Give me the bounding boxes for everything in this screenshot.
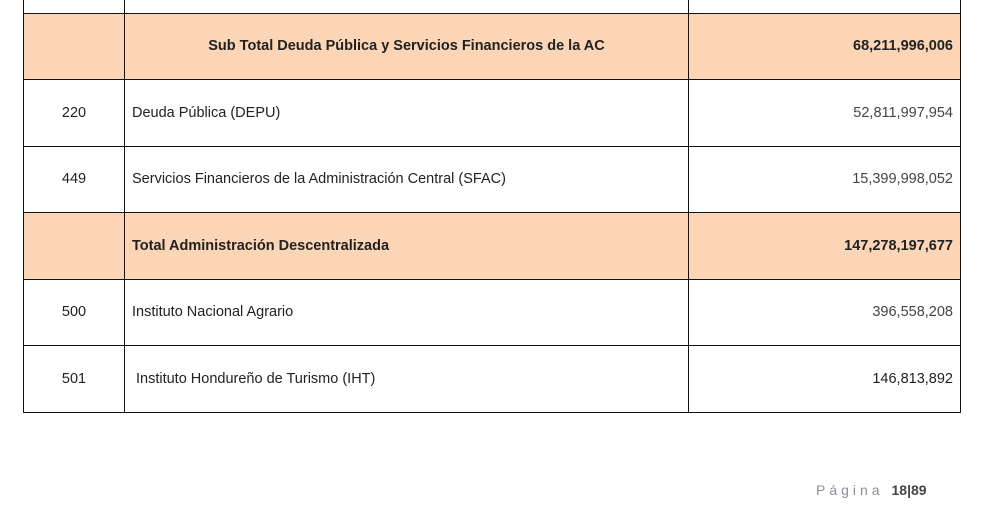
description-cell: Sub Total Deuda Pública y Servicios Financieros de la AC — [125, 13, 689, 80]
code-cell — [24, 213, 125, 280]
amount-cell: 68,211,996,006 — [689, 13, 961, 80]
table-row — [24, 346, 961, 413]
amount-cell: 396,558,208 — [689, 279, 961, 346]
amount-cell — [689, 0, 961, 13]
description-cell: Total Administración Descentralizada — [125, 213, 689, 280]
amount-cell: 52,811,997,954 — [689, 80, 961, 147]
table-row — [24, 0, 961, 13]
code-cell: 500 — [24, 279, 125, 346]
page-label: Página — [816, 482, 884, 498]
code-cell — [24, 13, 125, 80]
description-cell: Instituto Nacional Agrario — [125, 279, 689, 346]
description-cell: Deuda Pública (DEPU) — [125, 80, 689, 147]
amount-cell: 146,813,892 — [689, 346, 961, 413]
page-total: 89 — [910, 482, 927, 498]
code-cell: 220 — [24, 80, 125, 147]
code-cell: 449 — [24, 146, 125, 213]
table-row — [24, 80, 961, 147]
code-cell — [24, 0, 125, 13]
description-cell: Instituto Hondureño de Turismo (IHT) — [125, 346, 689, 413]
page-separator: | — [907, 482, 911, 498]
amount-cell: 15,399,998,052 — [689, 146, 961, 213]
description-cell: Servicios Financieros de la Administración Central (SFAC) — [125, 146, 689, 213]
amount-cell: 147,278,197,677 — [689, 213, 961, 280]
description-cell — [125, 0, 689, 13]
code-cell: 501 — [24, 346, 125, 413]
page-number: 18 — [891, 482, 908, 498]
budget-table — [23, 0, 961, 413]
page-footer — [816, 482, 927, 498]
subtotal-row — [24, 13, 961, 80]
table-row — [24, 279, 961, 346]
table-row — [24, 146, 961, 213]
subtotal-row — [24, 213, 961, 280]
